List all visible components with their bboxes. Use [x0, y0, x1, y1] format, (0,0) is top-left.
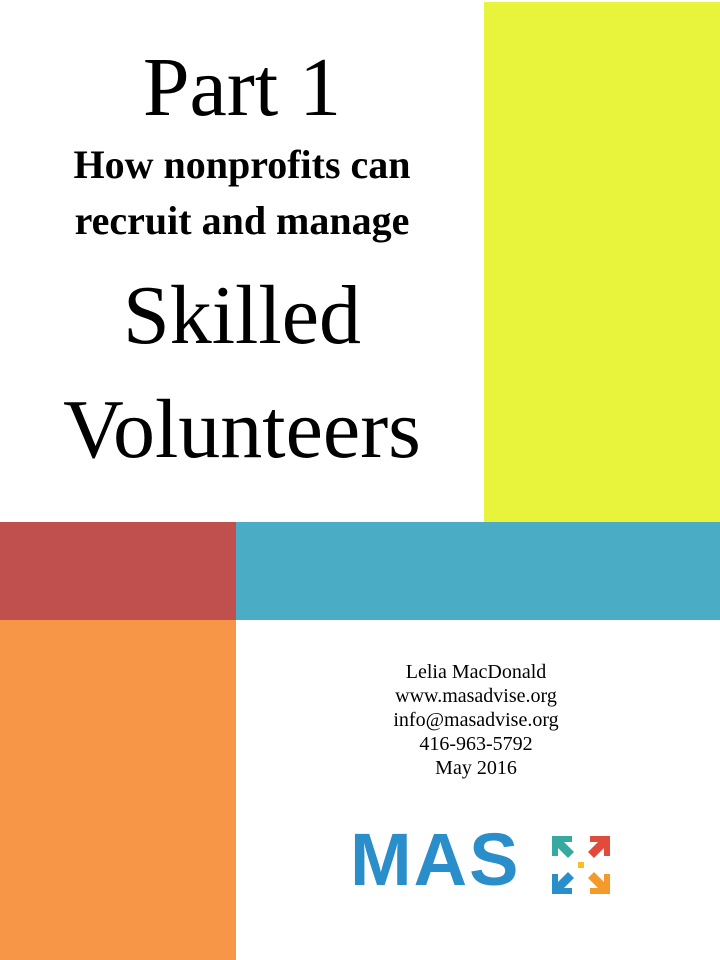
publication-date: May 2016 — [435, 757, 517, 779]
blue-block — [236, 522, 720, 620]
subtitle-line-2: recruit and manage — [74, 198, 410, 243]
subtitle-line-1: How nonprofits can — [73, 142, 411, 187]
website-link[interactable]: www.masadvise.org — [395, 685, 557, 707]
phone-number: 416-963-5792 — [419, 733, 533, 755]
author-name: Lelia MacDonald — [405, 661, 547, 683]
logo-wordmark: MAS — [350, 818, 521, 901]
title-line-1: Skilled — [122, 269, 361, 362]
orange-block — [0, 620, 236, 960]
mas-arrows-icon — [548, 832, 614, 898]
title-line-2: Volunteers — [63, 383, 421, 476]
yellow-block — [484, 2, 720, 522]
mas-logo — [350, 818, 620, 901]
part-heading: Part 1 — [142, 41, 342, 134]
red-block — [0, 522, 236, 620]
contact-block — [356, 660, 596, 780]
email-link[interactable]: info@masadvise.org — [393, 709, 559, 731]
